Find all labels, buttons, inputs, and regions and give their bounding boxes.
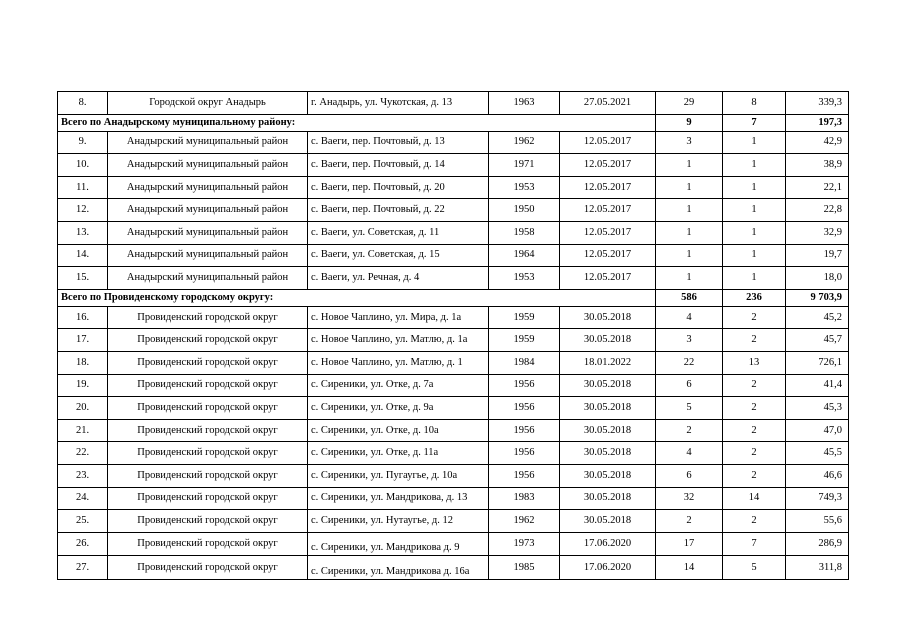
build-year: 1956 (489, 442, 560, 465)
area: 45,7 (786, 329, 849, 352)
build-year: 1956 (489, 464, 560, 487)
address: с. Сиреники, ул. Пугаугье, д. 10а (308, 464, 489, 487)
subtotal-area: 197,3 (786, 114, 849, 131)
subtotal-quantity-1: 9 (656, 114, 723, 131)
table-row (58, 221, 849, 244)
address: с. Ваеги, ул. Советская, д. 11 (308, 221, 489, 244)
quantity-2: 2 (723, 442, 786, 465)
municipality-name: Провиденский городской округ (108, 419, 308, 442)
quantity-2: 8 (723, 92, 786, 115)
municipality-name: Анадырский муниципальный район (108, 154, 308, 177)
row-number: 20. (58, 397, 108, 420)
quantity-2: 7 (723, 532, 786, 556)
area: 45,3 (786, 397, 849, 420)
municipality-name: Анадырский муниципальный район (108, 176, 308, 199)
quantity-1: 17 (656, 532, 723, 556)
area: 32,9 (786, 221, 849, 244)
municipality-name: Провиденский городской округ (108, 442, 308, 465)
municipality-name: Провиденский городской округ (108, 374, 308, 397)
municipality-name: Провиденский городской округ (108, 397, 308, 420)
build-year: 1953 (489, 176, 560, 199)
quantity-2: 1 (723, 244, 786, 267)
date: 12.05.2017 (560, 221, 656, 244)
build-year: 1973 (489, 532, 560, 556)
date: 18.01.2022 (560, 351, 656, 374)
quantity-1: 5 (656, 397, 723, 420)
row-number: 27. (58, 556, 108, 580)
date: 30.05.2018 (560, 329, 656, 352)
quantity-2: 1 (723, 267, 786, 290)
quantity-1: 6 (656, 464, 723, 487)
subtotal-row (58, 289, 849, 306)
build-year: 1962 (489, 510, 560, 533)
date: 17.06.2020 (560, 532, 656, 556)
row-number: 15. (58, 267, 108, 290)
table-row (58, 176, 849, 199)
date: 12.05.2017 (560, 176, 656, 199)
address: с. Ваеги, пер. Почтовый, д. 20 (308, 176, 489, 199)
municipality-name: Городской округ Анадырь (108, 92, 308, 115)
area: 726,1 (786, 351, 849, 374)
build-year: 1953 (489, 267, 560, 290)
quantity-2: 13 (723, 351, 786, 374)
row-number: 12. (58, 199, 108, 222)
table-body (58, 92, 849, 580)
quantity-1: 22 (656, 351, 723, 374)
build-year: 1963 (489, 92, 560, 115)
build-year: 1956 (489, 419, 560, 442)
table-row (58, 556, 849, 580)
area: 339,3 (786, 92, 849, 115)
table-row (58, 244, 849, 267)
table-row (58, 487, 849, 510)
row-number: 22. (58, 442, 108, 465)
build-year: 1956 (489, 397, 560, 420)
table-row (58, 442, 849, 465)
row-number: 24. (58, 487, 108, 510)
quantity-2: 14 (723, 487, 786, 510)
quantity-1: 14 (656, 556, 723, 580)
quantity-1: 1 (656, 244, 723, 267)
quantity-2: 1 (723, 154, 786, 177)
date: 30.05.2018 (560, 442, 656, 465)
area: 19,7 (786, 244, 849, 267)
quantity-2: 2 (723, 329, 786, 352)
address: с. Ваеги, пер. Почтовый, д. 22 (308, 199, 489, 222)
table-row (58, 510, 849, 533)
address: с. Новое Чаплино, ул. Матлю, д. 1а (308, 329, 489, 352)
address: с. Сиреники, ул. Отке, д. 11а (308, 442, 489, 465)
housing-table (57, 91, 849, 580)
table-row (58, 397, 849, 420)
quantity-1: 1 (656, 267, 723, 290)
quantity-1: 1 (656, 199, 723, 222)
area: 749,3 (786, 487, 849, 510)
municipality-name: Провиденский городской округ (108, 487, 308, 510)
quantity-2: 2 (723, 374, 786, 397)
area: 18,0 (786, 267, 849, 290)
area: 45,5 (786, 442, 849, 465)
date: 30.05.2018 (560, 464, 656, 487)
row-number: 17. (58, 329, 108, 352)
municipality-name: Провиденский городской округ (108, 464, 308, 487)
table-row (58, 267, 849, 290)
quantity-2: 2 (723, 510, 786, 533)
municipality-name: Провиденский городской округ (108, 306, 308, 329)
quantity-2: 2 (723, 397, 786, 420)
address: г. Анадырь, ул. Чукотская, д. 13 (308, 92, 489, 115)
quantity-1: 1 (656, 176, 723, 199)
address: с. Сиреники, ул. Мандрикова д. 16а (308, 556, 489, 580)
table-row (58, 464, 849, 487)
date: 30.05.2018 (560, 374, 656, 397)
municipality-name: Провиденский городской округ (108, 556, 308, 580)
build-year: 1950 (489, 199, 560, 222)
quantity-2: 2 (723, 464, 786, 487)
row-number: 10. (58, 154, 108, 177)
quantity-2: 5 (723, 556, 786, 580)
area: 38,9 (786, 154, 849, 177)
subtotal-label: Всего по Провиденскому городскому округу: (58, 289, 656, 306)
date: 12.05.2017 (560, 199, 656, 222)
table-row (58, 374, 849, 397)
address: с. Сиреники, ул. Отке, д. 7а (308, 374, 489, 397)
quantity-1: 2 (656, 510, 723, 533)
row-number: 19. (58, 374, 108, 397)
build-year: 1985 (489, 556, 560, 580)
subtotal-quantity-1: 586 (656, 289, 723, 306)
address: с. Ваеги, ул. Речная, д. 4 (308, 267, 489, 290)
address: с. Сиреники, ул. Отке, д. 10а (308, 419, 489, 442)
quantity-2: 1 (723, 199, 786, 222)
build-year: 1964 (489, 244, 560, 267)
build-year: 1958 (489, 221, 560, 244)
row-number: 23. (58, 464, 108, 487)
date: 30.05.2018 (560, 487, 656, 510)
date: 12.05.2017 (560, 154, 656, 177)
address: с. Ваеги, ул. Советская, д. 15 (308, 244, 489, 267)
address: с. Ваеги, пер. Почтовый, д. 14 (308, 154, 489, 177)
date: 12.05.2017 (560, 244, 656, 267)
municipality-name: Провиденский городской округ (108, 329, 308, 352)
quantity-1: 3 (656, 131, 723, 154)
area: 42,9 (786, 131, 849, 154)
date: 30.05.2018 (560, 306, 656, 329)
build-year: 1971 (489, 154, 560, 177)
quantity-1: 4 (656, 442, 723, 465)
address: с. Сиреники, ул. Нутаугье, д. 12 (308, 510, 489, 533)
quantity-1: 4 (656, 306, 723, 329)
build-year: 1956 (489, 374, 560, 397)
table-row (58, 329, 849, 352)
quantity-1: 32 (656, 487, 723, 510)
table-row (58, 154, 849, 177)
build-year: 1959 (489, 329, 560, 352)
municipality-name: Анадырский муниципальный район (108, 131, 308, 154)
quantity-2: 1 (723, 176, 786, 199)
quantity-2: 1 (723, 221, 786, 244)
quantity-2: 1 (723, 131, 786, 154)
area: 46,6 (786, 464, 849, 487)
build-year: 1983 (489, 487, 560, 510)
date: 12.05.2017 (560, 131, 656, 154)
build-year: 1962 (489, 131, 560, 154)
municipality-name: Анадырский муниципальный район (108, 199, 308, 222)
area: 41,4 (786, 374, 849, 397)
table-row (58, 306, 849, 329)
subtotal-row (58, 114, 849, 131)
date: 17.06.2020 (560, 556, 656, 580)
build-year: 1984 (489, 351, 560, 374)
row-number: 14. (58, 244, 108, 267)
table-row (58, 419, 849, 442)
area: 286,9 (786, 532, 849, 556)
row-number: 21. (58, 419, 108, 442)
table-row (58, 532, 849, 556)
address: с. Новое Чаплино, ул. Матлю, д. 1 (308, 351, 489, 374)
subtotal-area: 9 703,9 (786, 289, 849, 306)
table-row (58, 92, 849, 115)
area: 311,8 (786, 556, 849, 580)
address: с. Сиреники, ул. Отке, д. 9а (308, 397, 489, 420)
quantity-1: 29 (656, 92, 723, 115)
date: 12.05.2017 (560, 267, 656, 290)
municipality-name: Анадырский муниципальный район (108, 221, 308, 244)
row-number: 9. (58, 131, 108, 154)
quantity-1: 6 (656, 374, 723, 397)
table-row (58, 131, 849, 154)
area: 47,0 (786, 419, 849, 442)
municipality-name: Провиденский городской округ (108, 351, 308, 374)
subtotal-quantity-2: 7 (723, 114, 786, 131)
area: 45,2 (786, 306, 849, 329)
row-number: 11. (58, 176, 108, 199)
build-year: 1959 (489, 306, 560, 329)
row-number: 25. (58, 510, 108, 533)
address: с. Сиреники, ул. Мандрикова д. 9 (308, 532, 489, 556)
row-number: 18. (58, 351, 108, 374)
subtotal-quantity-2: 236 (723, 289, 786, 306)
quantity-1: 1 (656, 154, 723, 177)
subtotal-label: Всего по Анадырскому муниципальному району: (58, 114, 656, 131)
area: 22,8 (786, 199, 849, 222)
address: с. Новое Чаплино, ул. Мира, д. 1а (308, 306, 489, 329)
quantity-2: 2 (723, 306, 786, 329)
table-row (58, 199, 849, 222)
date: 30.05.2018 (560, 419, 656, 442)
table-row (58, 351, 849, 374)
row-number: 13. (58, 221, 108, 244)
address: с. Сиреники, ул. Мандрикова, д. 13 (308, 487, 489, 510)
date: 30.05.2018 (560, 510, 656, 533)
row-number: 8. (58, 92, 108, 115)
municipality-name: Анадырский муниципальный район (108, 267, 308, 290)
municipality-name: Провиденский городской округ (108, 532, 308, 556)
row-number: 26. (58, 532, 108, 556)
quantity-1: 1 (656, 221, 723, 244)
date: 27.05.2021 (560, 92, 656, 115)
address: с. Ваеги, пер. Почтовый, д. 13 (308, 131, 489, 154)
municipality-name: Провиденский городской округ (108, 510, 308, 533)
row-number: 16. (58, 306, 108, 329)
quantity-1: 2 (656, 419, 723, 442)
area: 55,6 (786, 510, 849, 533)
date: 30.05.2018 (560, 397, 656, 420)
municipality-name: Анадырский муниципальный район (108, 244, 308, 267)
quantity-2: 2 (723, 419, 786, 442)
area: 22,1 (786, 176, 849, 199)
quantity-1: 3 (656, 329, 723, 352)
